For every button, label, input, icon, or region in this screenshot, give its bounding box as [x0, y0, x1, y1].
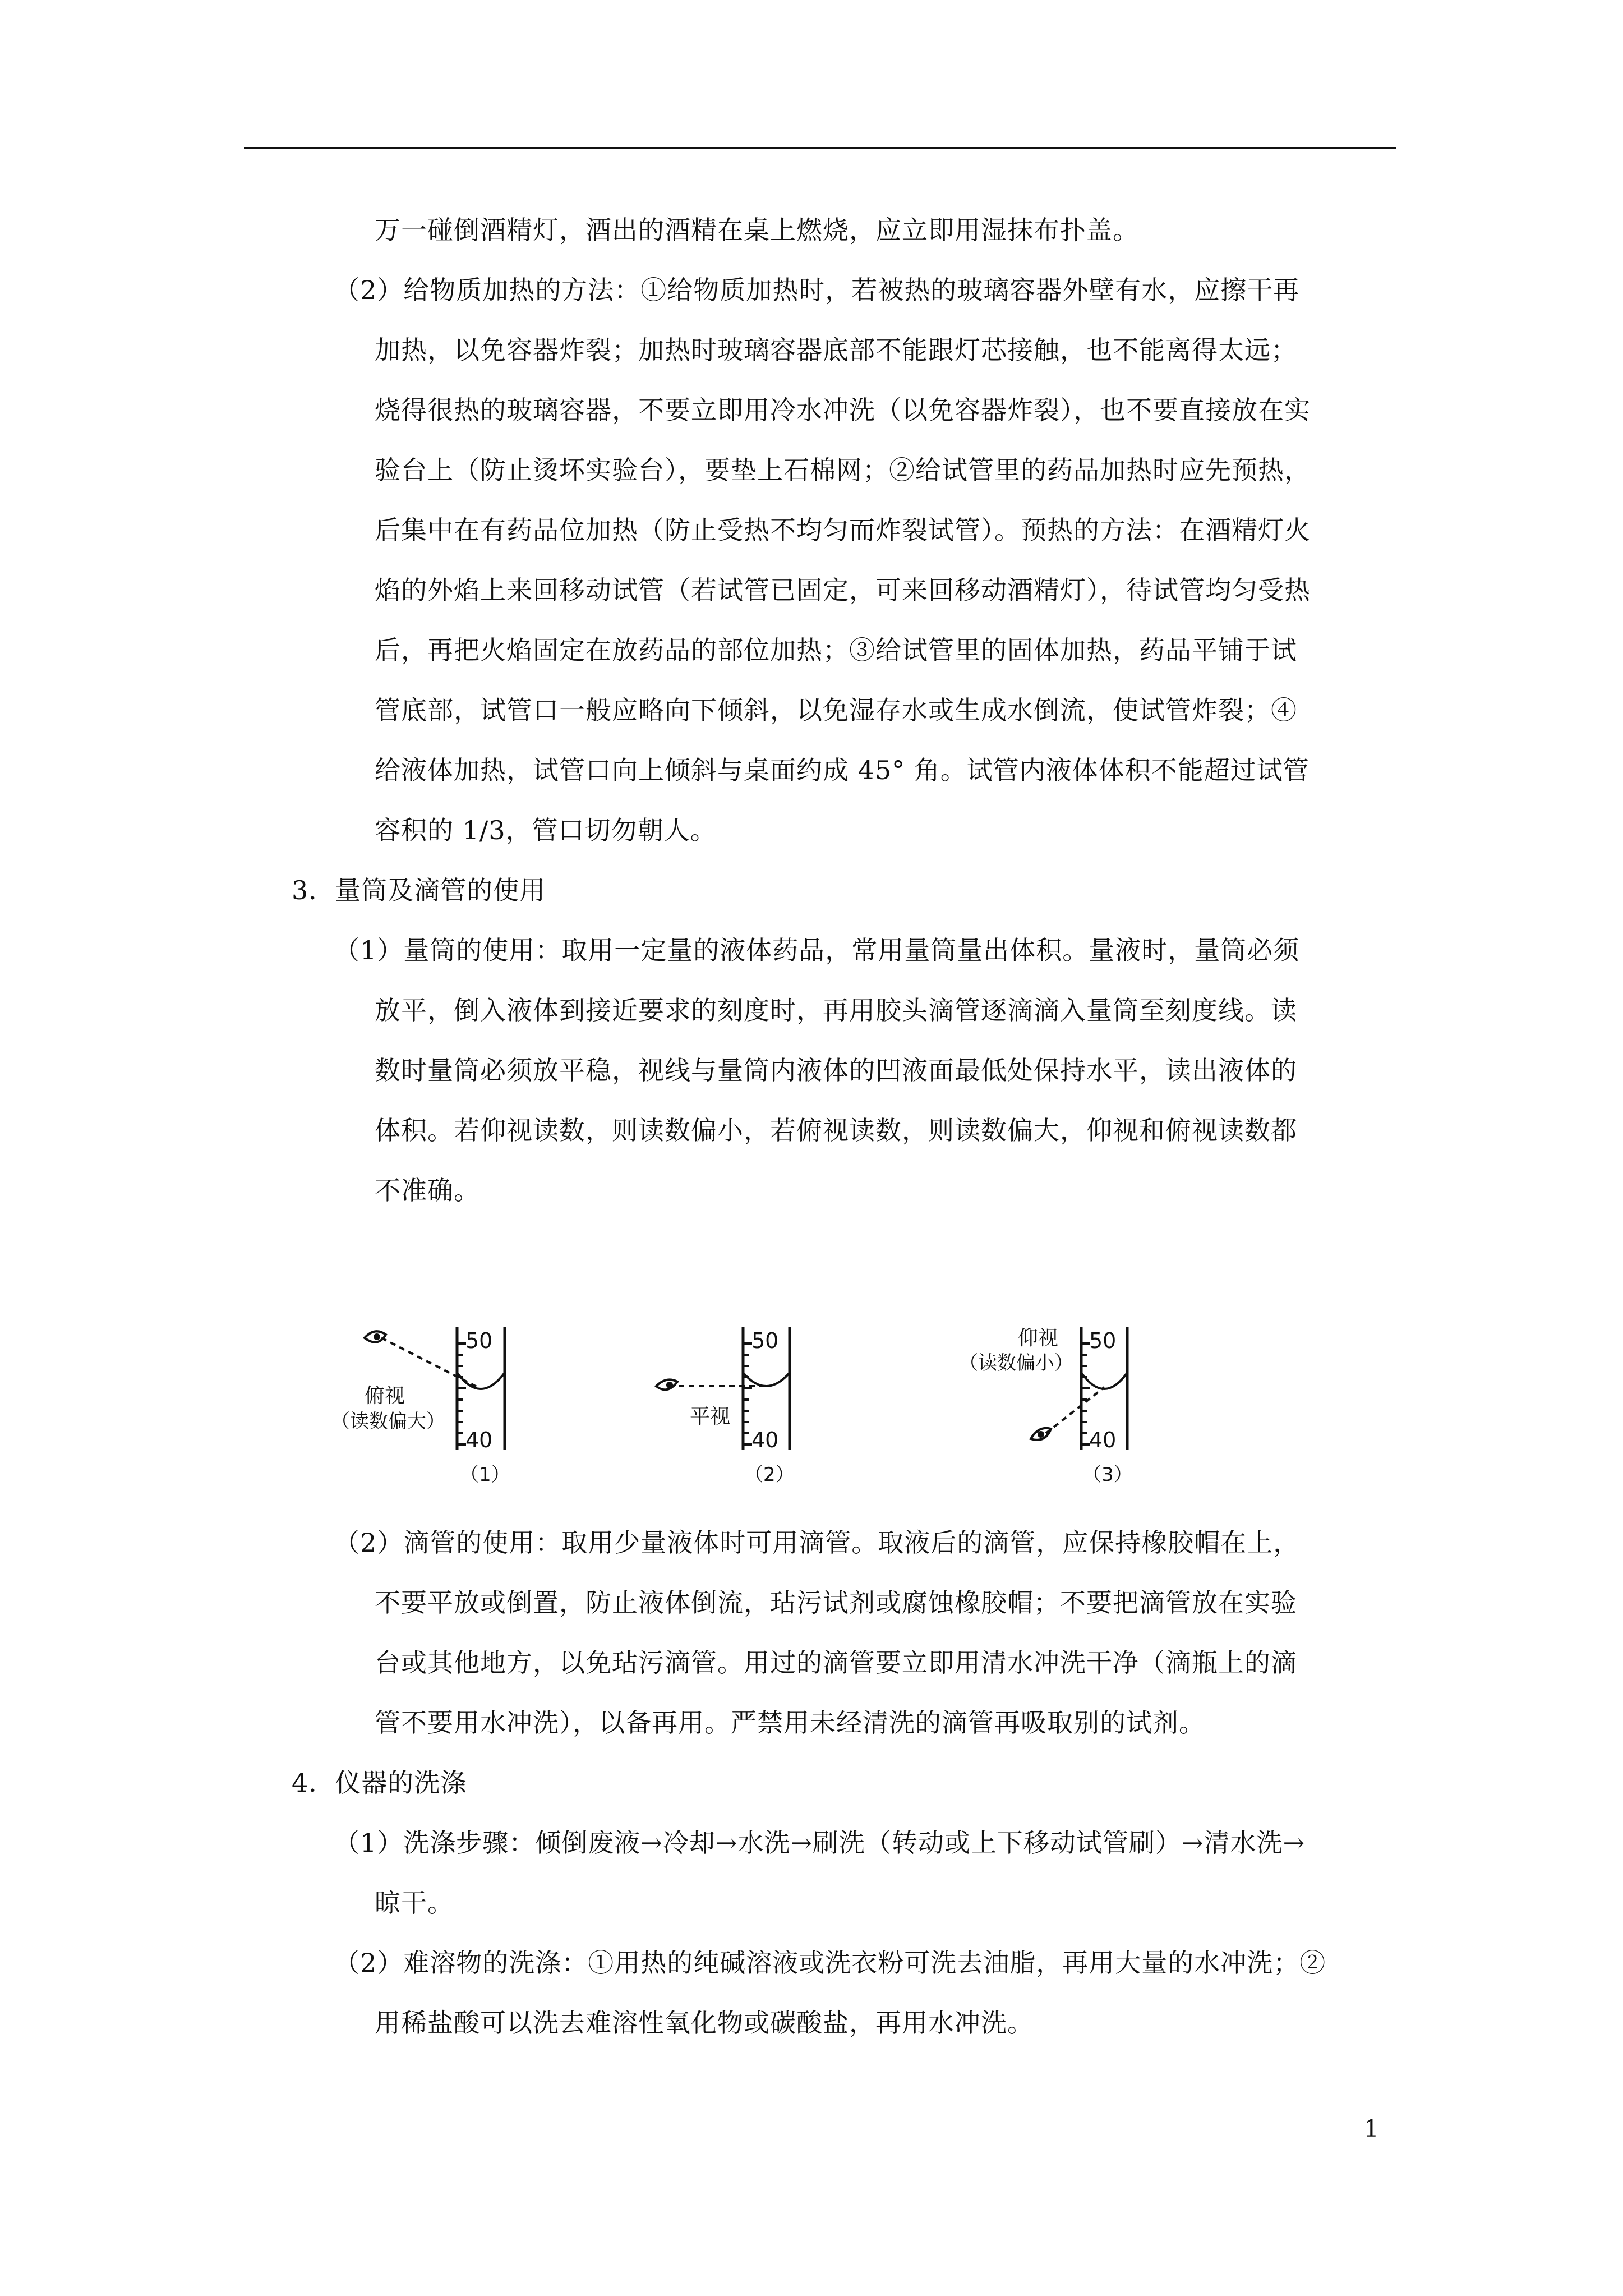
paragraph-line: 管底部，试管口一般应略向下倾斜，以免湿存水或生成水倒流，使试管炸裂；④ [375, 695, 1297, 725]
paragraph-line: （2）滴管的使用：取用少量液体时可用滴管。取液后的滴管，应保持橡胶帽在上， [334, 1527, 1300, 1558]
paragraph-line: （2）难溶物的洗涤：①用热的纯碱溶液或洗衣粉可洗去油脂，再用大量的水冲洗；② [334, 1948, 1326, 1978]
cylinder-panel-1 [331, 1327, 510, 1486]
graduated-cylinder-reading-figure [331, 1321, 1155, 1489]
paragraph-line: （1）量筒的使用：取用一定量的液体药品，常用量筒量出体积。量液时，量筒必须 [334, 935, 1300, 965]
eye-icon [1031, 1428, 1051, 1440]
figure-caption: （2） [744, 1464, 795, 1486]
cylinder-diagrams [331, 1321, 1155, 1489]
paragraph-line: 容积的 1/3，管口切勿朝人。 [375, 815, 717, 845]
paragraph-line: 晾干。 [375, 1888, 454, 1918]
paragraph-line: 台或其他地方，以免玷污滴管。用过的滴管要立即用清水冲洗干净（滴瓶上的滴 [375, 1648, 1297, 1678]
tick-label-40: 40 [465, 1428, 493, 1452]
paragraph-line: 放平，倒入液体到接近要求的刻度时，再用胶头滴管逐滴滴入量筒至刻度线。读 [375, 995, 1297, 1025]
section-heading: 3．量筒及滴管的使用 [292, 875, 546, 905]
paragraph-line: 用稀盐酸可以洗去难溶性氧化物或碳酸盐，再用水冲洗。 [375, 2008, 1034, 2038]
view-label: 仰视 [1018, 1327, 1059, 1350]
paragraph-line: 验台上（防止烫坏实验台），要垫上石棉网；②给试管里的药品加热时应先预热， [375, 455, 1311, 485]
paragraph-line: 不要平放或倒置，防止液体倒流，玷污试剂或腐蚀橡胶帽；不要把滴管放在实验 [375, 1588, 1297, 1618]
paragraph-line: 不准确。 [375, 1175, 480, 1205]
paragraph-line: 后，再把火焰固定在放药品的部位加热；③给试管里的固体加热，药品平铺于试 [375, 635, 1297, 665]
paragraph-line: （2）给物质加热的方法：①给物质加热时，若被热的玻璃容器外壁有水，应擦干再 [334, 275, 1300, 305]
paragraph-line: 给液体加热，试管口向上倾斜与桌面约成 45° 角。试管内液体体积不能超过试管 [375, 755, 1310, 785]
section-heading: 4．仪器的洗涤 [292, 1768, 467, 1798]
header-rule [244, 147, 1396, 149]
paragraph-line: 万一碰倒酒精灯，酒出的酒精在桌上燃烧，应立即用湿抹布扑盖。 [375, 215, 1139, 245]
tick-label-50: 50 [751, 1328, 779, 1353]
eye-icon [656, 1379, 677, 1389]
cylinder-panel-3 [959, 1327, 1133, 1486]
view-note: （读数偏大） [331, 1410, 445, 1433]
paragraph-line: 烧得很热的玻璃容器，不要立即用冷水冲洗（以免容器炸裂），也不要直接放在实 [375, 395, 1311, 425]
view-label: 平视 [690, 1405, 731, 1428]
cylinder-panel-2 [656, 1327, 795, 1486]
paragraph-line: （1）洗涤步骤：倾倒废液→冷却→水洗→刷洗（转动或上下移动试管刷）→清水洗→ [334, 1828, 1305, 1858]
view-label: 俯视 [365, 1384, 405, 1407]
tick-label-50: 50 [1089, 1328, 1117, 1353]
paragraph-line: 后集中在有药品位加热（防止受热不均匀而炸裂试管）。预热的方法：在酒精灯火 [375, 515, 1311, 545]
paragraph-line: 管不要用水冲洗），以备再用。严禁用未经清洗的滴管再吸取别的试剂。 [375, 1708, 1205, 1738]
page-number: 1 [1364, 2115, 1379, 2142]
paragraph-line: 数时量筒必须放平稳，视线与量筒内液体的凹液面最低处保持水平，读出液体的 [375, 1055, 1297, 1085]
paragraph-line: 加热，以免容器炸裂；加热时玻璃容器底部不能跟灯芯接触，也不能离得太远； [375, 335, 1297, 365]
paragraph-line: 体积。若仰视读数，则读数偏小，若俯视读数，则读数偏大，仰视和俯视读数都 [375, 1115, 1297, 1145]
figure-caption: （3） [1082, 1464, 1133, 1486]
tick-label-40: 40 [1089, 1428, 1117, 1452]
tick-label-50: 50 [465, 1328, 493, 1353]
figure-caption: （1） [460, 1464, 510, 1486]
tick-label-40: 40 [751, 1428, 779, 1452]
eye-icon [365, 1331, 386, 1342]
view-note: （读数偏小） [959, 1352, 1073, 1374]
paragraph-line: 焰的外焰上来回移动试管（若试管已固定，可来回移动酒精灯），待试管均匀受热 [375, 575, 1311, 605]
